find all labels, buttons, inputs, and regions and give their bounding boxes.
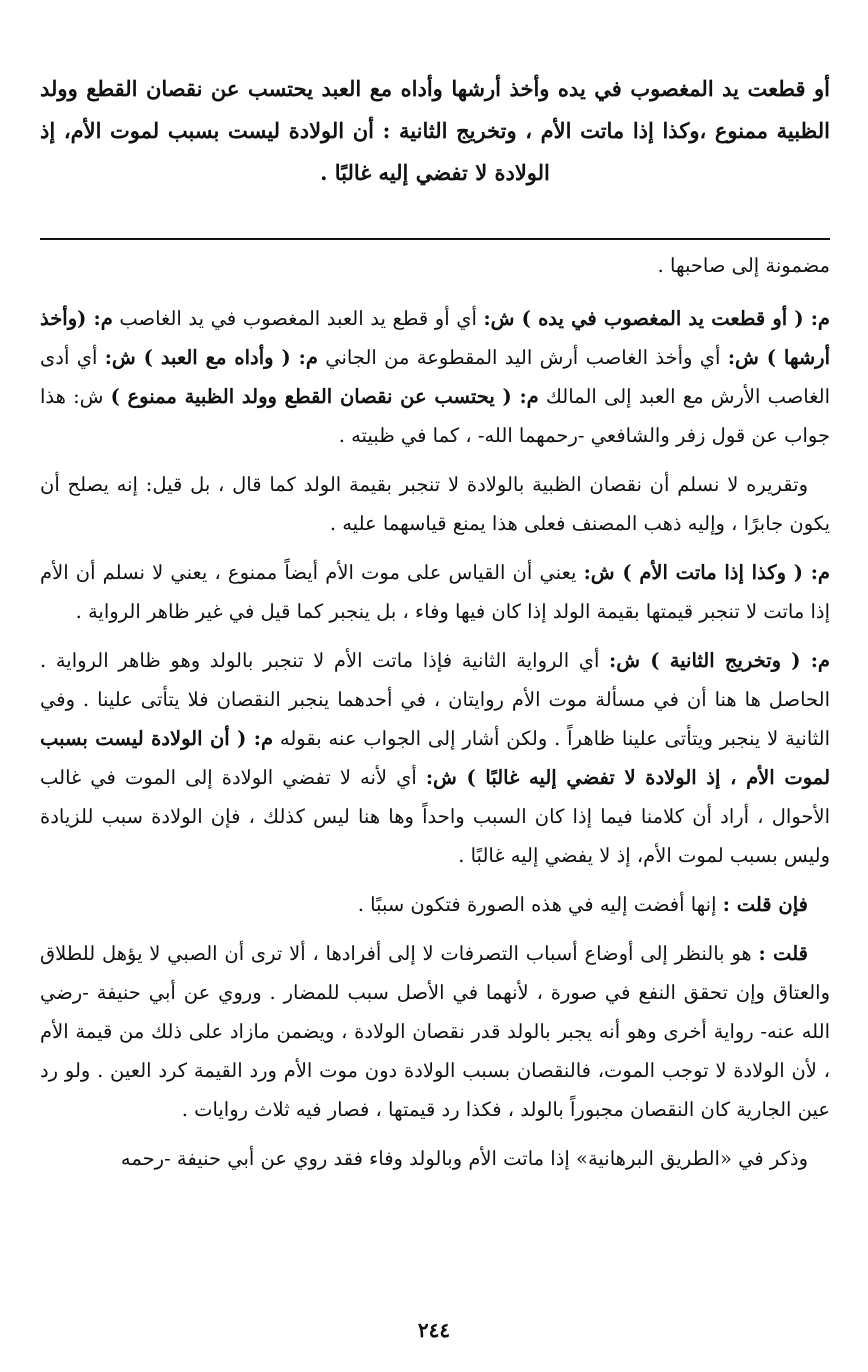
commentary-paragraph-5 [40, 641, 830, 875]
commentary-block [40, 246, 830, 1188]
quoted-matn: م: ( أن الولادة ليست بسبب لموت الأم ، إذ الولادة لا تفضي إليه غالبًا ) ش: [40, 727, 831, 789]
commentary-paragraph-8 [40, 1139, 830, 1178]
commentary-paragraph-7 [40, 934, 830, 1129]
commentary-text: إنها أفضت إليه في هذه الصورة فتكون سببًا . [357, 893, 723, 916]
commentary-paragraph-1 [40, 246, 830, 285]
quoted-matn: م: ( وكذا إذا ماتت الأم ) ش: [583, 561, 830, 584]
commentary-text: يعني أن القياس على موت الأم أيضاً ممنوع ، يعني لا نسلم أن الأم إذا ماتت لا تنجبر قيمتها بقيمة الولد إذا كان فيها وفاء ، بل ينجبر كما قيل في غير ظاهر الرواية . [40, 561, 830, 623]
commentary-paragraph-4 [40, 553, 830, 631]
quoted-matn: م: ( يحتسب عن نقصان القطع وولد الظبية ممنوع ) [110, 385, 539, 408]
commentary-paragraph-6 [40, 885, 830, 924]
main-text-block [40, 68, 830, 194]
quoted-matn: م: ( وأداه مع العبد ) ش: [104, 346, 318, 369]
commentary-text: أي لأنه لا تفضي الولادة إلى الموت في غالب الأحوال ، أراد أن كلامنا فيما إذا كان السبب واحداً وها هنا ليس كذلك ، فإن الولادة سبب للزيادة وليس بسبب لموت الأم، إذ لا يفضي إليه غالبًا . [40, 766, 830, 867]
commentary-text: هو بالنظر إلى أوضاع أسباب التصرفات لا إلى أفرادها ، ألا ترى أن الصبي لا يؤهل للطلاق والعتاق وإن تحقق النفع في صورة ، لأنهما في الأصل سبب للمضار . وروي عن أبي حنيفة -رضي الله عنه- رواية أخرى وهو أنه يجبر بالولد قدر نقصان الولادة ، ويضمن مازاد على ذلك من قيمة الأم ، لأن الولادة لا توجب الموت، فالنقصان بسبب الولادة دون موت الأم ورد القيمة كرد العين . ولو رد عين الجارية كان النقصان مجبوراً بالولد ، فكذا رد قيمتها ، فصار فيه ثلاث روايات . [40, 942, 830, 1121]
answer-label: قلت : [758, 942, 808, 965]
commentary-text: أي أدى الغاصب الأرش مع العبد إلى المالك [40, 346, 830, 408]
commentary-text: أي أو قطع يد العبد المغصوب في يد الغاصب [112, 307, 484, 330]
commentary-text: ش: هذا جواب عن قول زفر والشافعي -رحمهما الله- ، كما في ظبيته . [40, 385, 830, 447]
matn-paragraph: أو قطعت يد المغصوب في يده وأخذ أرشها وأداه مع العبد يحتسب عن نقصان القطع وولد الظبية ممنوع ،وكذا إذا ماتت الأم ، وتخريج الثانية : أن الولادة ليست بسبب لموت الأم، إذ الولادة لا تفضي إليه غالبًا . [40, 76, 830, 185]
quoted-matn: م: (وأخذ أرشها ) ش: [40, 307, 831, 369]
commentary-text: وذكر في «الطريق البرهانية» إذا ماتت الأم وبالولد وفاء فقد روي عن أبي حنيفة -رحمه [120, 1147, 808, 1170]
commentary-text: أي الرواية الثانية فإذا ماتت الأم لا تنجبر بالولد وهو ظاهر الرواية . الحاصل ها هنا أن في مسألة موت الأم روايتان ، في أحدهما ينجبر النقصان فلا يتأتى علينا . وفي الثانية لا ينجبر ويتأتى علينا ظاهراً . ولكن أشار إلى الجواب عنه بقوله [40, 649, 831, 750]
commentary-text: أي وأخذ الغاصب أرش اليد المقطوعة من الجاني [317, 346, 728, 369]
commentary-paragraph-2 [40, 299, 830, 455]
quoted-matn: م: ( وتخريج الثانية ) ش: [609, 649, 830, 672]
commentary-text: مضمونة إلى صاحبها . [657, 254, 830, 277]
commentary-paragraph-3 [40, 465, 830, 543]
quoted-matn: م: ( أو قطعت يد المغصوب في يده ) ش: [483, 307, 831, 330]
commentary-text: وتقريره لا نسلم أن نقصان الظبية بالولادة لا تنجبر بقيمة الولد كما قال ، بل قيل: إنه يصلح أن يكون جابرًا ، وإليه ذهب المصنف فعلى هذا يمنع قياسهما عليه . [40, 473, 830, 535]
separator-rule [40, 238, 830, 240]
question-label: فإن قلت : [722, 893, 808, 916]
page-number: ٢٤٤ [417, 1318, 451, 1342]
